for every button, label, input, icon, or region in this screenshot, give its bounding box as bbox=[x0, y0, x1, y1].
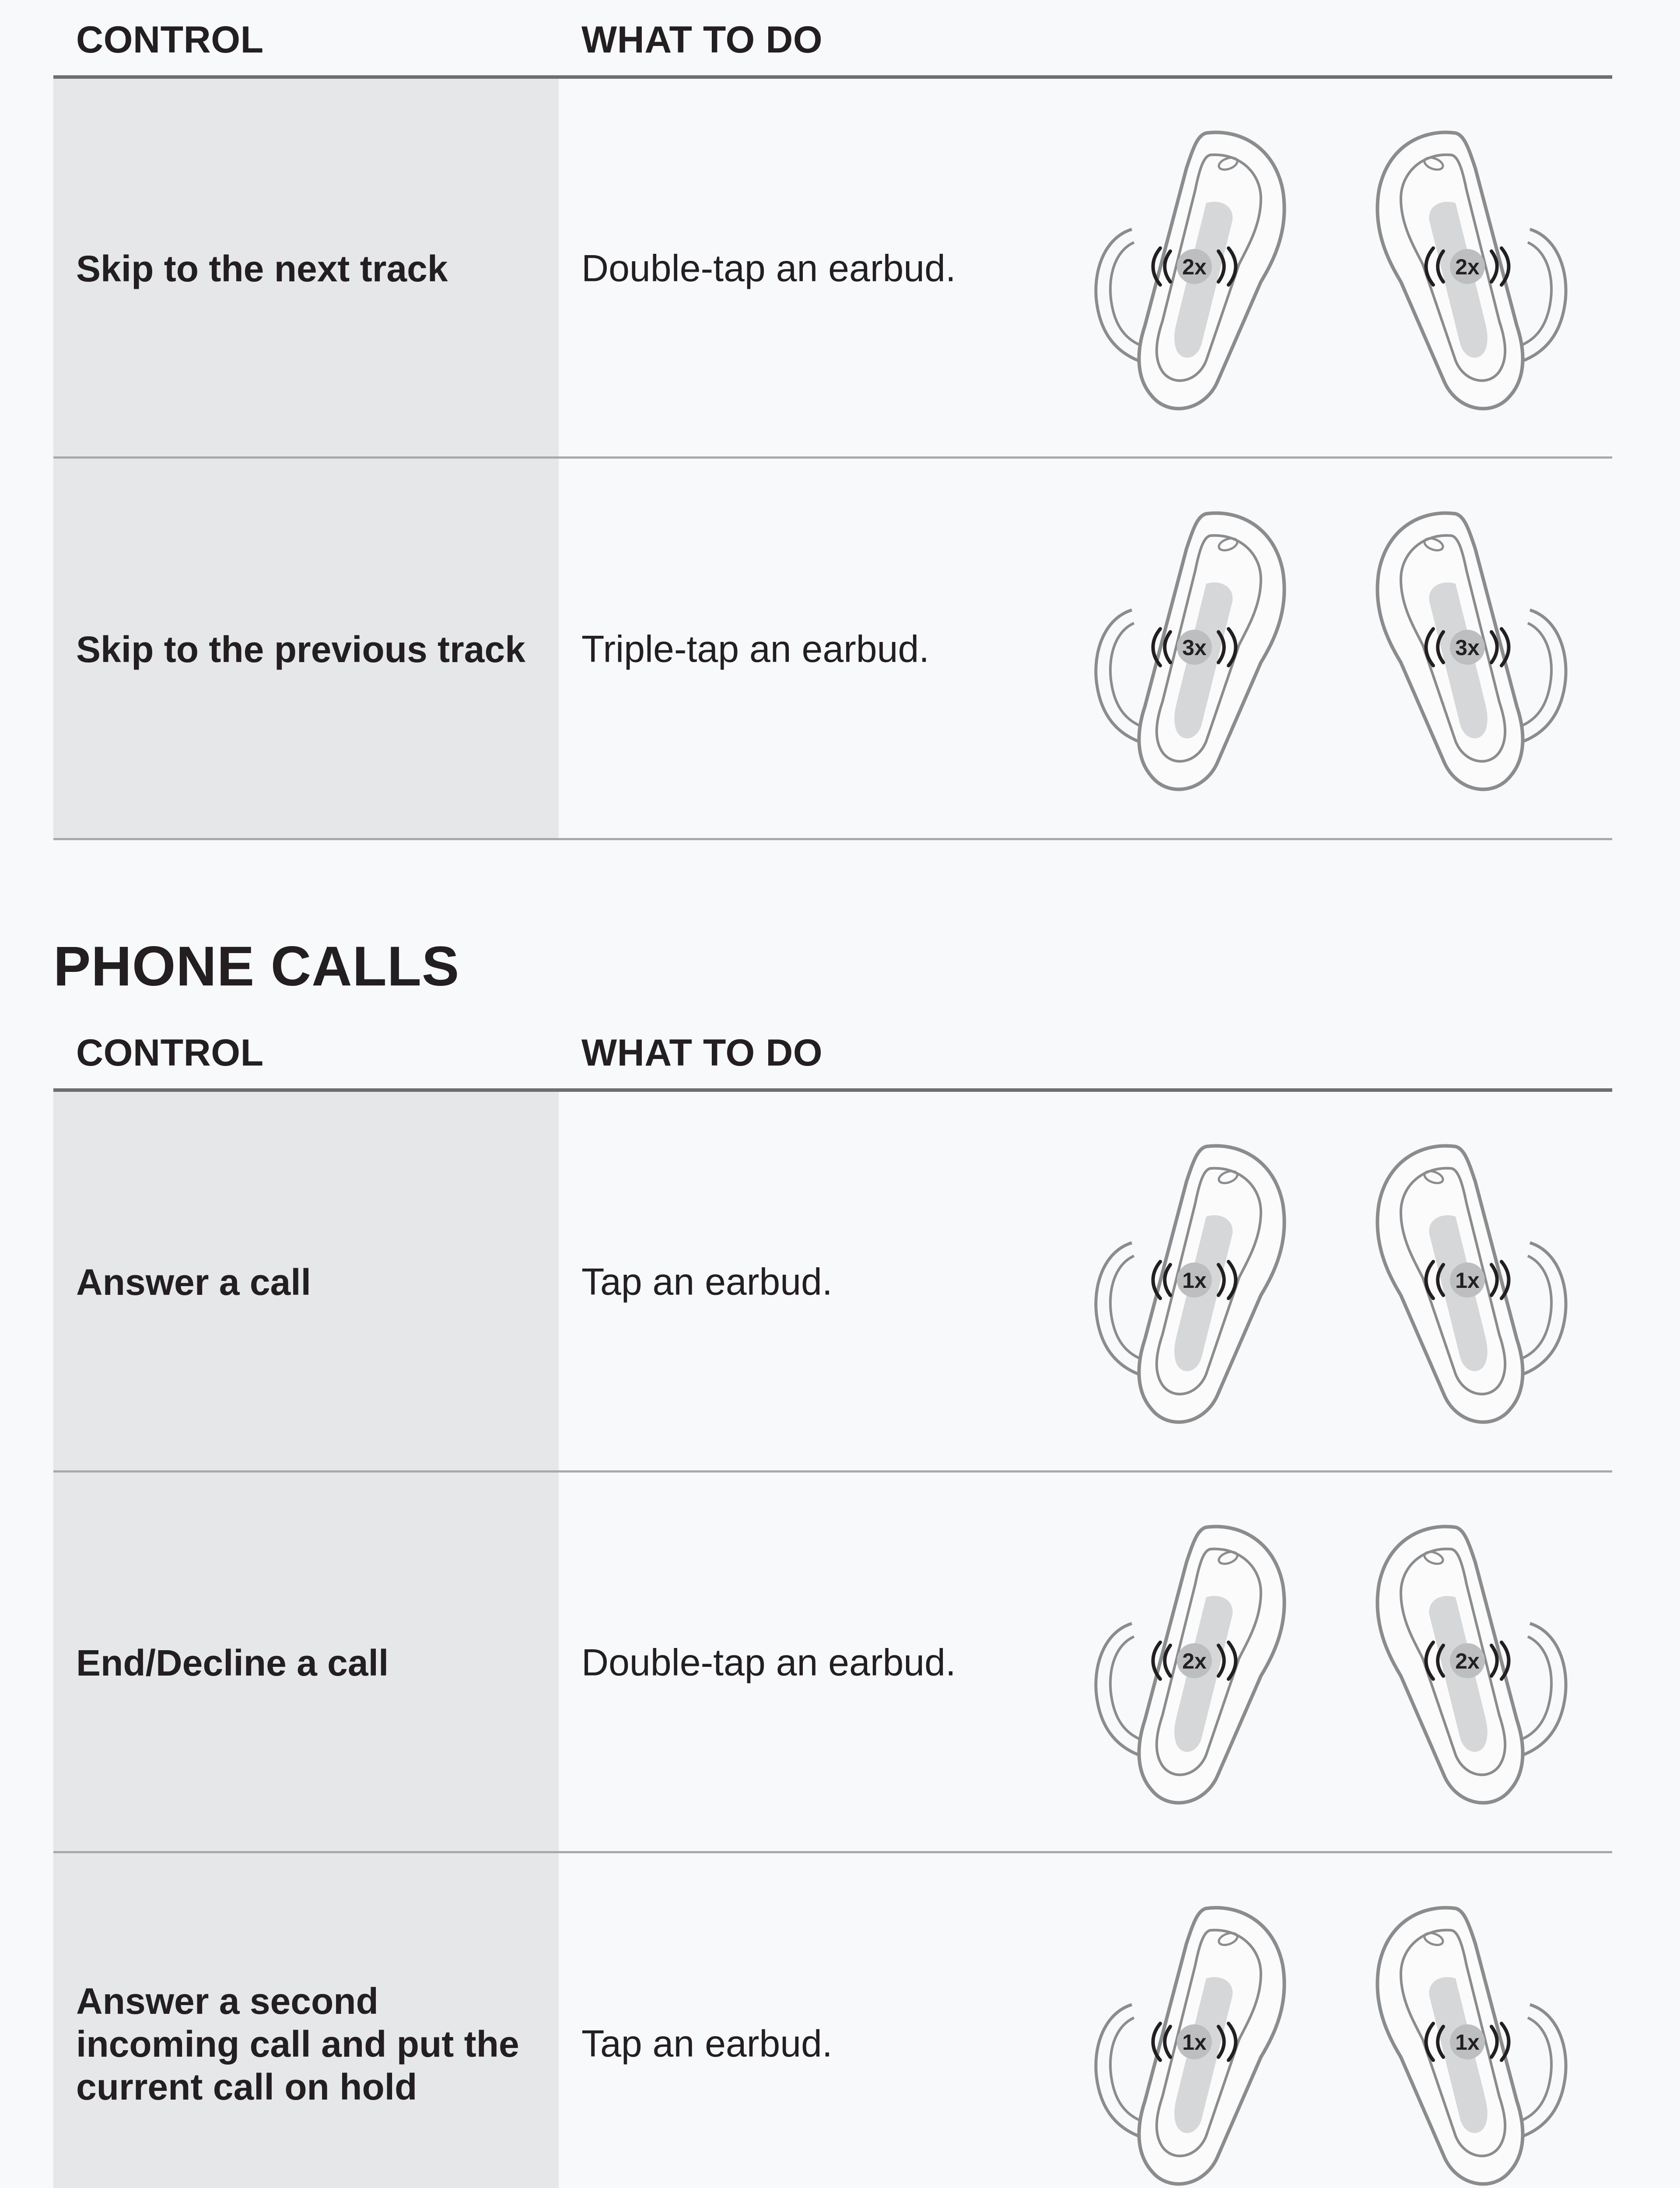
instruction-text: Tap an earbud. bbox=[581, 2023, 833, 2065]
instruction-text: Tap an earbud. bbox=[581, 1261, 833, 1303]
earbuds-svg bbox=[1055, 1891, 1606, 2188]
instruction-text: Double-tap an earbud. bbox=[581, 1641, 956, 1684]
svg-text:1x: 1x bbox=[1455, 2030, 1480, 2055]
table-row bbox=[53, 1853, 1612, 2188]
instruction-text: Triple-tap an earbud. bbox=[581, 628, 930, 670]
table-header: CONTROL WHAT TO DO bbox=[53, 1039, 1612, 1088]
control-label: Answer a second incoming call and put the current call on hold bbox=[76, 1981, 519, 2107]
svg-text:3x: 3x bbox=[1182, 635, 1207, 660]
svg-text:2x: 2x bbox=[1182, 255, 1207, 279]
earbuds-illustration bbox=[1055, 116, 1606, 422]
earbuds-svg bbox=[1055, 116, 1606, 422]
control-label: Skip to the previous track bbox=[76, 629, 525, 670]
svg-text:1x: 1x bbox=[1182, 1268, 1207, 1293]
svg-text:2x: 2x bbox=[1455, 1649, 1480, 1673]
control-cell bbox=[53, 79, 559, 459]
media-controls-table bbox=[53, 19, 1612, 866]
earbuds-svg bbox=[1055, 496, 1606, 803]
control-label: Skip to the next track bbox=[76, 248, 448, 289]
section-title-phone-calls: PHONE CALLS bbox=[53, 935, 460, 998]
control-cell bbox=[53, 1092, 559, 1473]
earbuds-svg bbox=[1055, 1510, 1606, 1816]
table-row bbox=[53, 79, 1612, 459]
instruction-text: Double-tap an earbud. bbox=[581, 247, 956, 290]
control-cell bbox=[53, 1473, 559, 1853]
earbuds-svg bbox=[1055, 1129, 1606, 1435]
table-row bbox=[53, 459, 1612, 840]
table-row bbox=[53, 1473, 1612, 1853]
table-header: CONTROL WHAT TO DO bbox=[53, 26, 1612, 75]
phone-calls-table bbox=[53, 1032, 1612, 2188]
earbuds-illustration bbox=[1055, 1891, 1606, 2188]
svg-text:2x: 2x bbox=[1182, 1649, 1207, 1673]
earbuds-illustration bbox=[1055, 1129, 1606, 1435]
control-cell bbox=[53, 1853, 559, 2188]
svg-text:3x: 3x bbox=[1455, 635, 1480, 660]
control-cell bbox=[53, 459, 559, 840]
control-label: Answer a call bbox=[76, 1262, 311, 1303]
row-divider bbox=[53, 838, 1612, 840]
header-divider bbox=[53, 1088, 1612, 1092]
svg-text:2x: 2x bbox=[1455, 255, 1480, 279]
earbuds-illustration bbox=[1055, 496, 1606, 803]
control-label: End/Decline a call bbox=[76, 1642, 389, 1683]
table-row bbox=[53, 1092, 1612, 1473]
svg-text:1x: 1x bbox=[1182, 2030, 1207, 2055]
header-divider bbox=[53, 75, 1612, 79]
svg-text:1x: 1x bbox=[1455, 1268, 1480, 1293]
earbuds-illustration bbox=[1055, 1510, 1606, 1816]
